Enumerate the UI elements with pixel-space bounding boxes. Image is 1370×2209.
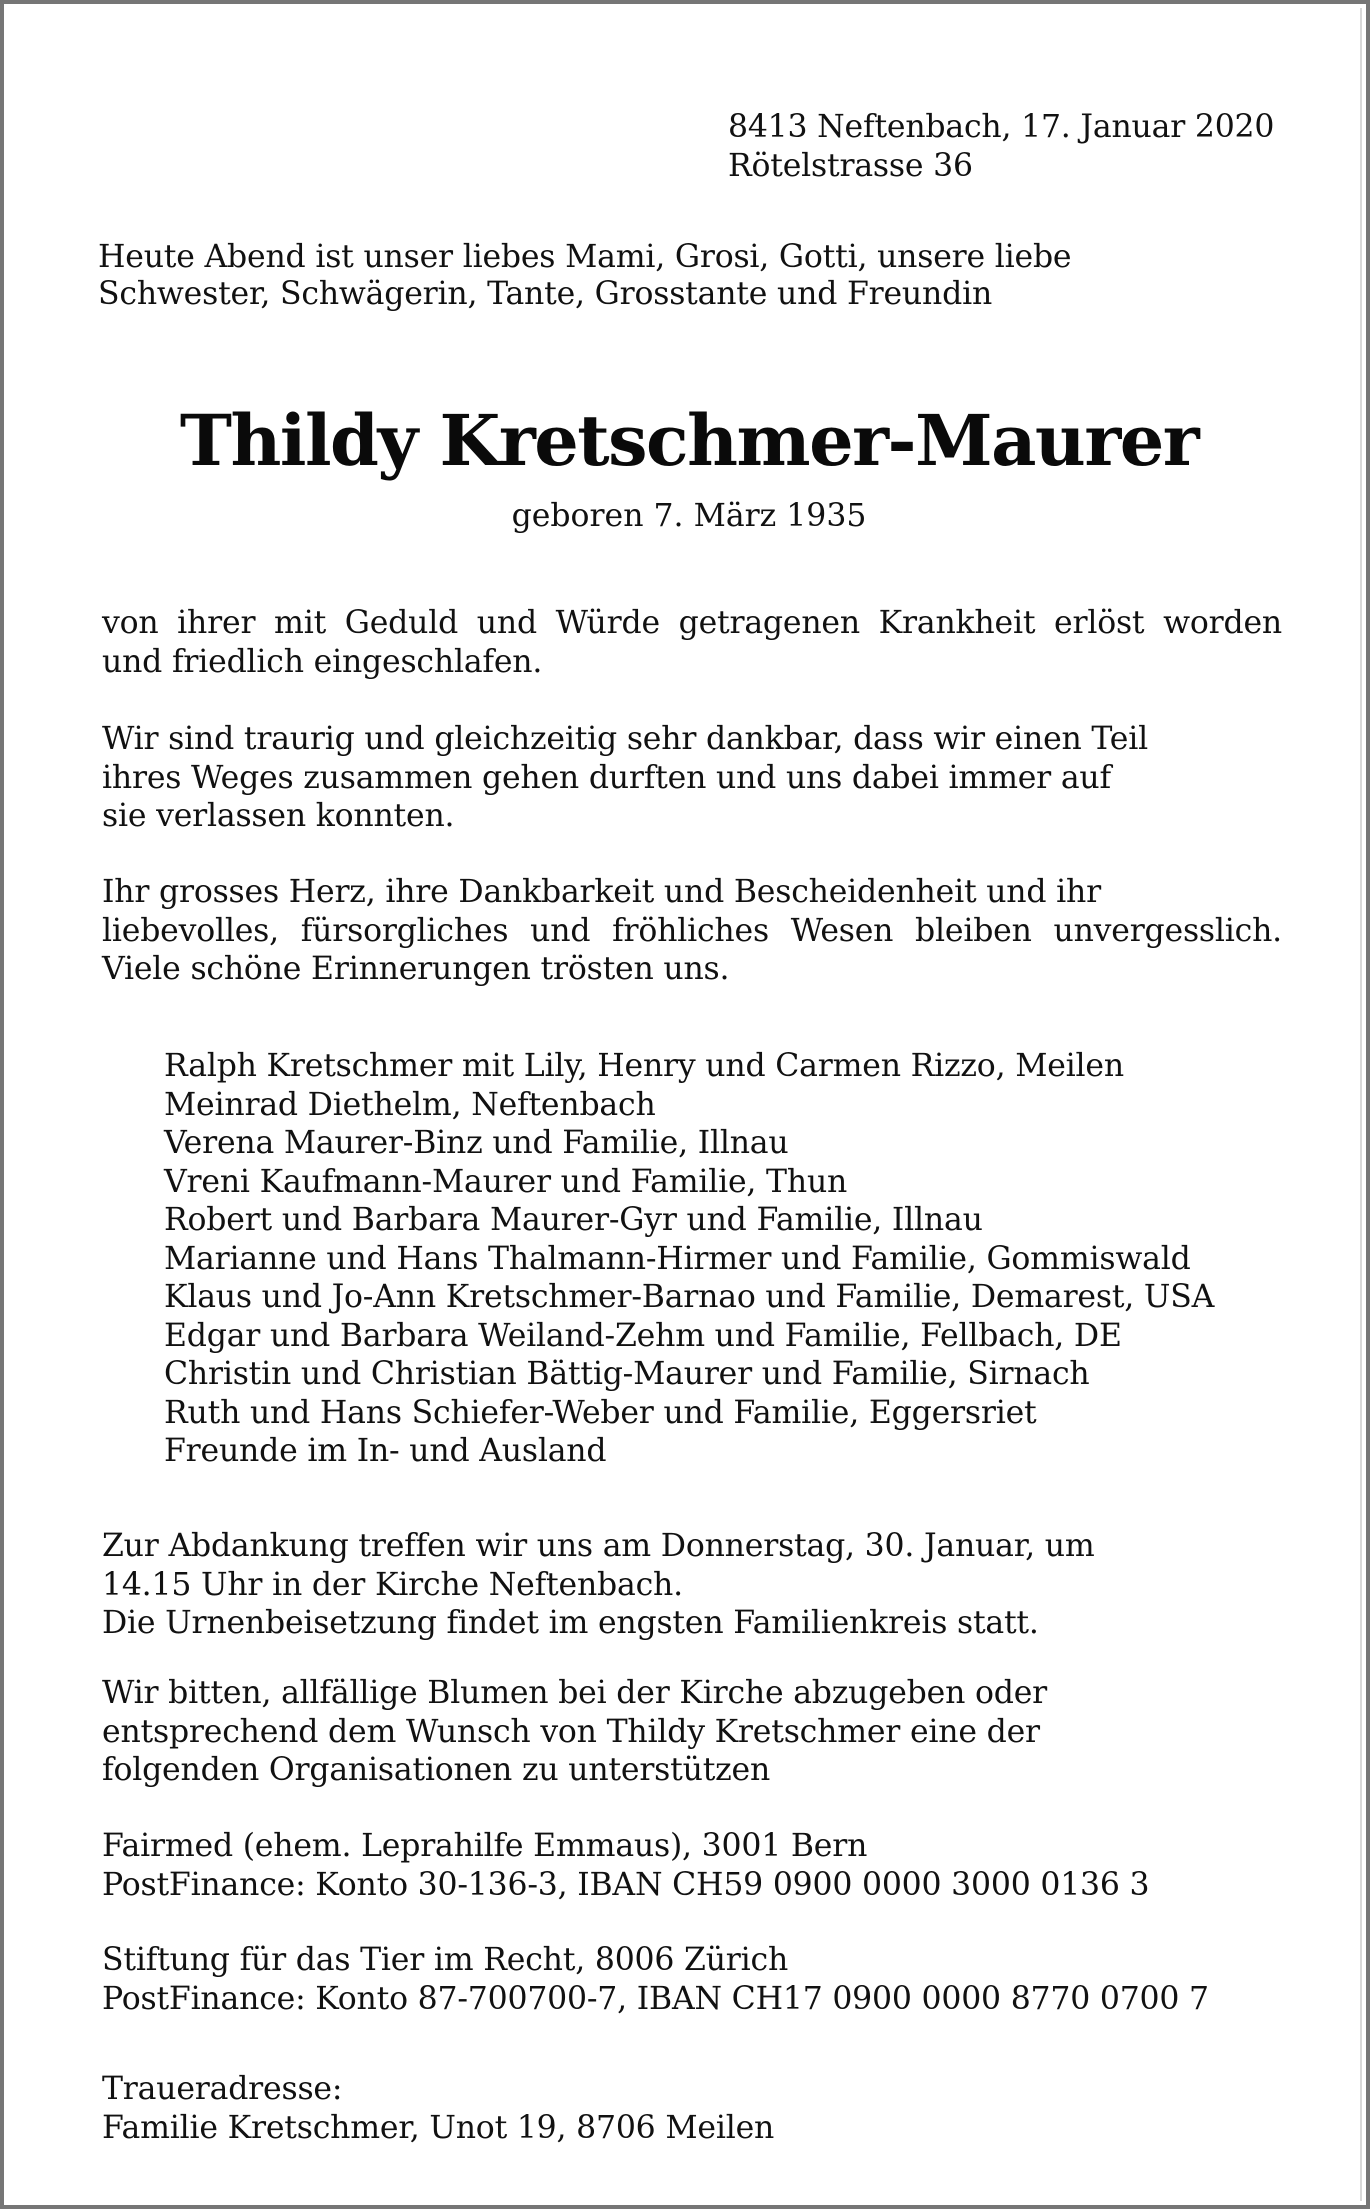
paragraph-line: liebevolles, fürsorgliches und fröhliches Wesen bleiben unvergesslich. bbox=[102, 912, 1282, 949]
paragraph-line: ihres Weges zusammen gehen durften und uns dabei immer auf bbox=[102, 759, 1111, 796]
ceremony-info bbox=[102, 1527, 1095, 1643]
organisation-account: PostFinance: Konto 87-700700-7, IBAN CH17 0900 0000 8770 0700 7 bbox=[102, 1980, 1209, 2017]
donation-request bbox=[102, 1674, 1047, 1790]
street-address: Rötelstrasse 36 bbox=[728, 147, 973, 184]
intro-line: Heute Abend ist unser liebes Mami, Grosi, Gotti, unsere liebe bbox=[98, 239, 1072, 275]
mourner-entry: Klaus und Jo-Ann Kretschmer-Barnao und Familie, Demarest, USA bbox=[164, 1279, 1215, 1315]
paragraph-passing bbox=[102, 604, 1282, 681]
mourner-entry: Ralph Kretschmer mit Lily, Henry und Carmen Rizzo, Meilen bbox=[164, 1048, 1124, 1084]
mourning-address-label: Traueradresse: bbox=[102, 2071, 343, 2107]
mourning-address-value: Familie Kretschmer, Unot 19, 8706 Meilen bbox=[102, 2109, 775, 2146]
mourning-address bbox=[102, 2070, 774, 2147]
mourners-list bbox=[164, 1047, 1214, 1471]
organisation-tier-im-recht bbox=[102, 1941, 1209, 2018]
paragraph-line: von ihrer mit Geduld und Würde getragenen Krankheit erlöst worden bbox=[102, 605, 1282, 641]
paragraph-line: Wir sind traurig und gleichzeitig sehr dankbar, dass wir einen Teil bbox=[102, 721, 1148, 757]
organisation-name: Fairmed (ehem. Leprahilfe Emmaus), 3001 Bern bbox=[102, 1828, 868, 1864]
organisation-fairmed bbox=[102, 1827, 1149, 1904]
paragraph-line: sie verlassen konnten. bbox=[102, 798, 455, 834]
birth-date: geboren 7. März 1935 bbox=[511, 498, 867, 534]
intro-line: Schwester, Schwägerin, Tante, Grosstante und Freundin bbox=[98, 275, 993, 312]
mourner-entry: Marianne und Hans Thalmann-Hirmer und Familie, Gommiswald bbox=[164, 1240, 1191, 1277]
mourner-entry: Meinrad Diethelm, Neftenbach bbox=[164, 1086, 656, 1123]
mourner-entry: Vreni Kaufmann-Maurer und Familie, Thun bbox=[164, 1163, 848, 1200]
ceremony-line: 14.15 Uhr in der Kirche Neftenbach. bbox=[102, 1566, 683, 1603]
ceremony-line: Zur Abdankung treffen wir uns am Donnerstag, 30. Januar, um bbox=[102, 1528, 1095, 1564]
donation-line: Wir bitten, allfällige Blumen bei der Kirche abzugeben oder bbox=[102, 1675, 1047, 1711]
organisation-name: Stiftung für das Tier im Recht, 8006 Zürich bbox=[102, 1942, 789, 1978]
paragraph-line: Ihr grosses Herz, ihre Dankbarkeit und Bescheidenheit und ihr bbox=[102, 874, 1101, 910]
paragraph-line: Viele schöne Erinnerungen trösten uns. bbox=[102, 951, 730, 987]
sender-header bbox=[728, 108, 1274, 185]
organisation-account: PostFinance: Konto 30-136-3, IBAN CH59 0900 0000 3000 0136 3 bbox=[102, 1866, 1150, 1903]
ceremony-line: Die Urnenbeisetzung findet im engsten Familienkreis statt. bbox=[102, 1605, 1039, 1641]
deceased-name: Thildy Kretschmer-Maurer bbox=[179, 399, 1199, 482]
mourner-entry: Edgar und Barbara Weiland-Zehm und Familie, Fellbach, DE bbox=[164, 1317, 1122, 1354]
donation-line: folgenden Organisationen zu unterstützen bbox=[102, 1752, 771, 1788]
mourner-entry: Robert und Barbara Maurer-Gyr und Familie, Illnau bbox=[164, 1202, 983, 1238]
place-date: 8413 Neftenbach, 17. Januar 2020 bbox=[728, 109, 1275, 145]
intro-text bbox=[98, 239, 1071, 312]
mourner-entry: Christin und Christian Bättig-Maurer und Familie, Sirnach bbox=[164, 1356, 1090, 1392]
donation-line: entsprechend dem Wunsch von Thildy Kretschmer eine der bbox=[102, 1713, 1040, 1750]
paragraph-gratitude bbox=[102, 720, 1148, 836]
mourner-entry: Freunde im In- und Ausland bbox=[164, 1433, 607, 1469]
paragraph-memories bbox=[102, 873, 1282, 989]
mourner-entry: Ruth und Hans Schiefer-Weber und Familie, Eggersriet bbox=[164, 1394, 1037, 1431]
paragraph-line: und friedlich eingeschlafen. bbox=[102, 643, 543, 680]
mourner-entry: Verena Maurer-Binz und Familie, Illnau bbox=[164, 1125, 789, 1161]
